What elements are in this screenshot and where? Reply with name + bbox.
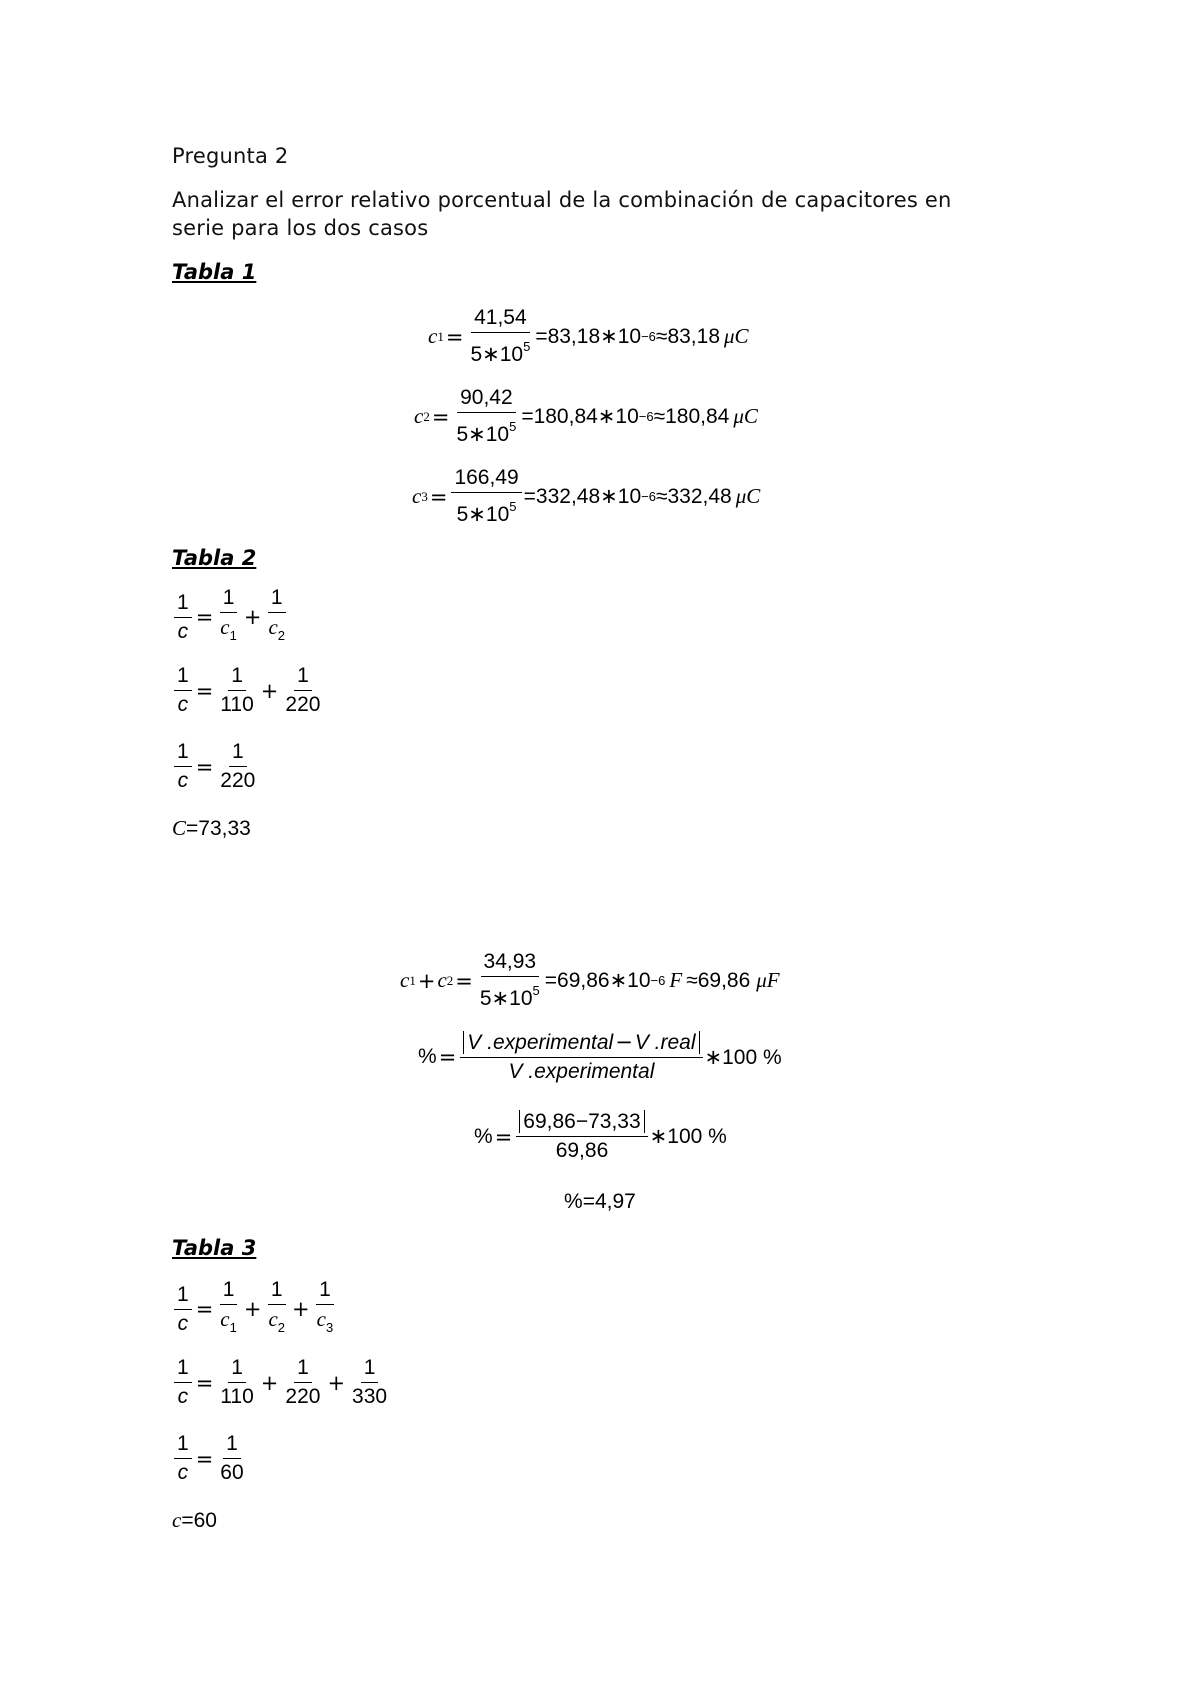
equation-series-values-2: $\frac{1}{c}$ = $\frac{1}{110}$ + $\frac{1}{220}$ [172,664,325,717]
tabla-1-heading: Tabla 1 [172,260,257,284]
tabla-2-heading: Tabla 2 [172,546,257,570]
equation-series-result-2: C =73,33 [172,816,251,840]
equation-percent-error-formula: % = $\frac{\text{V .experimental−V .real}}{\text{V .experimental}}$ ∗100 % [418,1030,782,1083]
tabla-3-heading: Tabla 3 [172,1236,257,1260]
equation-c2: c 2 = $\frac{90,42}{5∗10^5}$ =180,84∗10 −6 ≈180,84 μC [414,386,758,446]
equation-series-sum-3: $\frac{1}{c}$ = $\frac{1}{60}$ [172,1432,249,1485]
equation-series-general-3: $\frac{1}{c}$ = $\frac{1}{c_1}$ + $\frac{1}{c_2}$ + $\frac{1}{c_3}$ [172,1278,338,1340]
equation-c3: c 3 = $\frac{166,49}{5∗10^5}$ =332,48∗10 −6 ≈332,48 μC [412,466,761,526]
equation-series-result-3: c =60 [172,1508,217,1532]
question-prompt-line-2: serie para los dos casos [172,216,429,240]
equation-percent-error-result: % =4,97 [564,1190,636,1213]
equation-percent-error-values: % = $\frac{69,86-73,33}{69,86}$ ∗100 % [474,1110,727,1162]
equation-series-general-2: $\frac{1}{c}$ = $\frac{1}{c_1}$ + $\frac{1}{c_2}$ [172,586,290,648]
equation-c1: c 1 = $\frac{41,54}{5∗10^5}$ =83,18∗10 −6 ≈83,18 μC [428,306,749,366]
equation-c1-plus-c2: c 1 + c 2 = $\frac{34,93}{5∗10^5}$ =69,86∗10 −6 F ≈69,86 μF [400,950,780,1010]
equation-series-values-3: $\frac{1}{c}$ = $\frac{1}{110}$ + $\frac{1}{220}$ + $\frac{1}{330}$ [172,1356,392,1409]
question-prompt-line-1: Analizar el error relativo porcentual de la combinación de capacitores en [172,188,952,212]
equation-series-sum-2: $\frac{1}{c}$ = $\frac{1}{220}$ [172,740,260,793]
question-title: Pregunta 2 [172,144,289,168]
